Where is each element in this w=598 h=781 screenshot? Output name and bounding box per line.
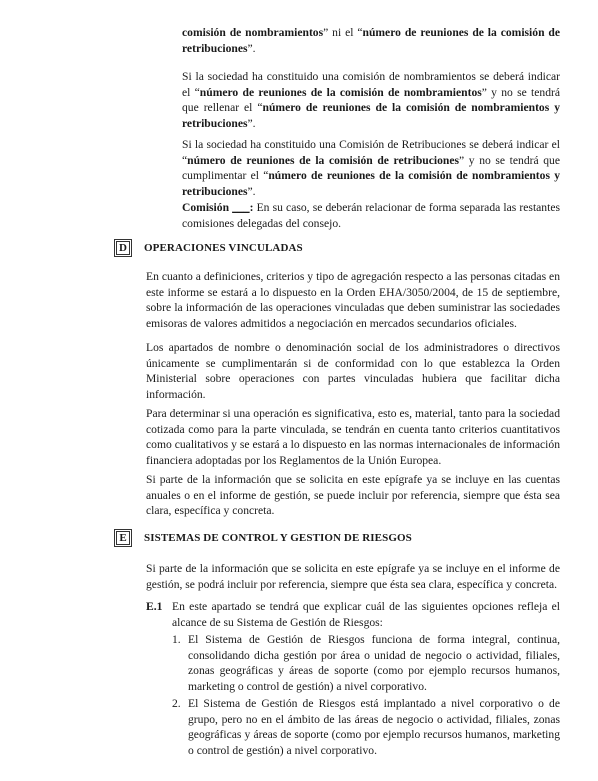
text: En su caso, se deberán relacionar de forma separada las restantes comisiones delegadas del consejo. (182, 201, 560, 230)
text: ” y no se tendrá que cumplimentar el “ (182, 153, 560, 183)
text: ”. (247, 41, 256, 55)
bold-term: Comisión (182, 201, 233, 214)
section-title: OPERACIONES VINCULADAS (144, 242, 303, 254)
section-d-paragraph: Los apartados de nombre o denominación social de los administradores o directivos únicamente se cumplimentarán si de conformidad con lo que establezca la Orden Ministerial sobre operaciones con partes vinculadas hubiera que facilitar dicha información. (146, 341, 560, 401)
bold-term: número de reuniones de la comisión de retribuciones (182, 26, 561, 55)
bold-term: número de reuniones de la comisión de nombramientos y retribuciones (182, 101, 560, 130)
list-item: El Sistema de Gestión de Riesgos funciona de forma integral, continua, consolidando dicha gestión por área o unidad de negocio o actividad, filiales, zonas geográficas y áreas de soporte (como por ejemplo recursos humanos, marketing o control de gestión) a nivel corporativo. (188, 633, 560, 693)
paragraph-retribuciones (182, 137, 560, 199)
text: ” ni el “ (323, 26, 363, 39)
colon: : (249, 201, 254, 214)
text: Si la sociedad ha constituido una comisión de nombramientos se deberá indicar el “ (182, 70, 560, 99)
list-item-number: 1. (172, 633, 181, 646)
section-letter-box: D (116, 241, 130, 255)
text: ” y no se tendrá que rellenar el “ (182, 85, 561, 115)
paragraph-comision (182, 200, 560, 231)
section-letter-box: E (116, 531, 130, 545)
subsection-number: E.1 (146, 600, 163, 613)
paragraph-nombramientos (182, 69, 560, 131)
list-item-number: 2. (172, 697, 181, 710)
section-d-paragraph: Para determinar si una operación es significativa, esto es, material, tanto para la sociedad cotizada como para la parte vinculada, se tendrán en cuenta tanto criterios cuantitativos como cualitativos y se estará a lo dispuesto en las normas internacionales de información financiera adoptadas por los Reglamentos de la Unión Europea. (146, 407, 560, 467)
blank-field: ___ (232, 201, 250, 214)
section-title: SISTEMAS DE CONTROL Y GESTION DE RIESGOS (144, 532, 412, 544)
section-e-intro: Si parte de la información que se solicita en este epígrafe ya se incluye en el informe de gestión, se podrá incluir por referencia, siempre que ésta sea clara, específica y concreta. (146, 562, 560, 591)
subsection-text: En este apartado se tendrá que explicar cuál de las siguientes opciones refleja el alcance de su Sistema de Gestión de Riesgos: (172, 600, 560, 629)
bold-term: número de reuniones de la comisión de retribuciones (187, 153, 460, 167)
paragraph-continuation (182, 25, 560, 56)
section-d-paragraph: En cuanto a definiciones, criterios y tipo de agregación respecto a las personas citadas en este informe se estará a lo dispuesto en la Orden EHA/3050/2004, de 15 de septiembre, sobre la información de las operaciones vinculadas que deben suministrar las sociedades emisoras de valores admitidos a negociación en mercados secundarios oficiales. (146, 270, 560, 330)
section-d-paragraph: Si parte de la información que se solicita en este epígrafe ya se incluye en las cuentas anuales o en el informe de gestión, se puede incluir por referencia, siempre que ésta sea clara, específica y concreta. (146, 473, 560, 518)
text: ”. (247, 184, 256, 198)
list-item: El Sistema de Gestión de Riesgos está implantado a nivel corporativo o de grupo, pero no en el ámbito de las áreas de negocio o actividad, filiales, zonas geográficas y áreas de soporte (como por ejemplo recursos humanos, marketing o control de gestión) a nivel corporativo. (188, 697, 560, 757)
bold-term: comisión de nombramientos (182, 26, 324, 39)
text: ”. (247, 116, 256, 130)
bold-term: número de reuniones de la comisión de nombramientos y retribuciones (182, 169, 560, 198)
section-d-header (116, 239, 303, 257)
text: Si la sociedad ha constituido una Comisión de Retribuciones se deberá indicar el “ (182, 138, 560, 167)
section-e-header (116, 529, 412, 547)
bold-term: número de reuniones de la comisión de nombramientos (199, 85, 482, 99)
